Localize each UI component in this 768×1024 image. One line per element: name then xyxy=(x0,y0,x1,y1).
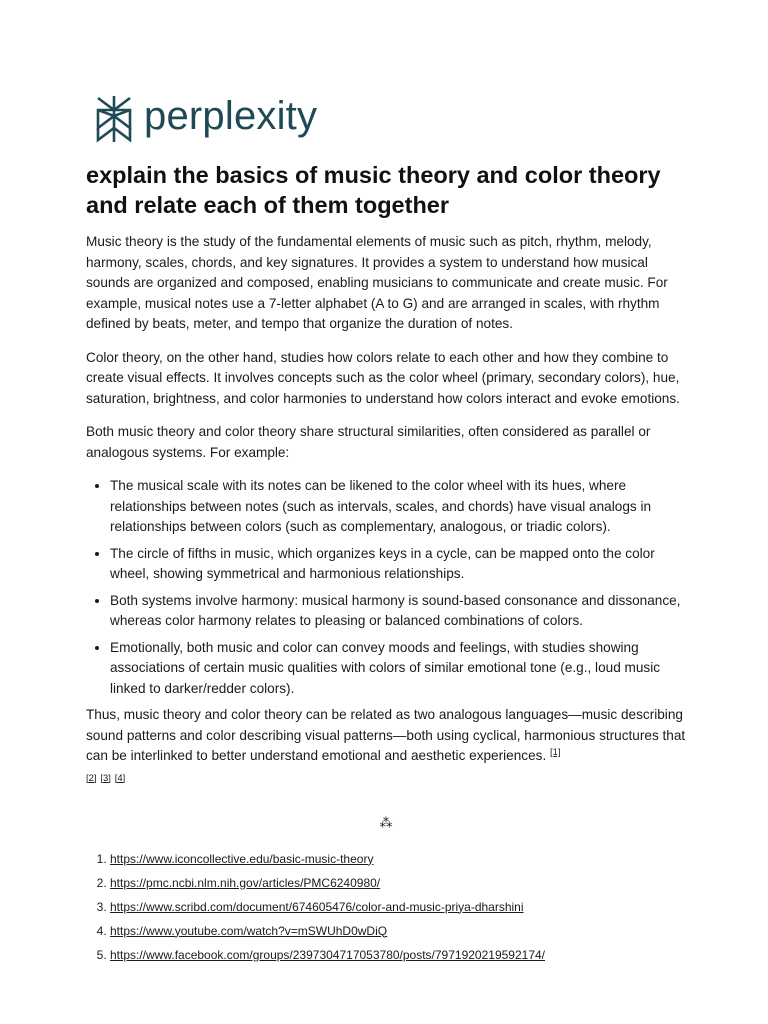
paragraph-comparison-intro: Both music theory and color theory share structural similarities, often considered as parallel or analogous systems. For example: xyxy=(86,424,651,460)
source-link[interactable]: https://www.iconcollective.edu/basic-music-theory xyxy=(110,851,374,866)
citation-link-3[interactable]: [3] xyxy=(100,772,111,784)
list-item: • The musical scale with its notes can be likened to the color wheel with its hues, where relationships between notes (such as intervals, scales, and chords) have visual analogs in relationships between colors (such as complementary, analogous, or triadic colors). xyxy=(110,476,686,538)
brand-logo xyxy=(94,94,317,144)
citation-link-1[interactable]: [1] xyxy=(550,747,561,758)
comparison-list xyxy=(86,476,686,699)
paragraph-conclusion xyxy=(86,705,686,789)
list-item: • Both systems involve harmony: musical harmony is sound-based consonance and dissonance, whereas color harmony relates to pleasing or balanced combinations of colors. xyxy=(110,591,686,632)
paragraph-music-theory: Music theory is the study of the fundamental elements of music such as pitch, rhythm, melody, harmony, scales, chords, and key signatures. It provides a system to understand how musical sounds are organized and composed, enabling musicians to communicate and create music. For example, musical notes use a 7-letter alphabet (A to G) and are arranged in scales, with rhythm defined by beats, meter, and tempo that organize the duration of notes. xyxy=(86,234,668,331)
conclusion-text: Thus, music theory and color theory can be related as two analogous languages—music describing sound patterns and color describing visual patterns—both using cyclical, harmonious structures that can be interlinked to better understand emotional and aesthetic experiences. xyxy=(86,707,686,763)
page-title: explain the basics of music theory and color theory and relate each of them together xyxy=(86,162,661,218)
source-link[interactable]: https://www.youtube.com/watch?v=mSWUhD0wDiQ xyxy=(110,923,388,938)
brand-name: perplexity xyxy=(144,94,318,138)
source-item xyxy=(110,876,686,890)
citation-link-4[interactable]: [4] xyxy=(114,772,126,784)
list-item: • Emotionally, both music and color can convey moods and feelings, with studies showing associations of certain music qualities with colors of similar emotional tone (e.g., loud music linked to darker/redder colors). xyxy=(110,638,686,700)
paragraph-color-theory: Color theory, on the other hand, studies how colors relate to each other and how they combine to create visual effects. It involves concepts such as the color wheel (primary, secondary colors), hue, saturation, brightness, and color harmonies to understand how colors interact and evoke emotions. xyxy=(86,349,680,406)
source-item xyxy=(110,948,686,962)
source-item xyxy=(110,900,686,914)
perplexity-logo-icon xyxy=(94,94,134,144)
answer-body xyxy=(86,232,686,972)
source-link[interactable]: https://www.scribd.com/document/674605476/color-and-music-priya-dharshini xyxy=(110,899,524,914)
sources-list xyxy=(86,852,686,962)
citation-link-2[interactable]: [2] xyxy=(86,772,97,784)
list-item: • The circle of fifths in music, which organizes keys in a cycle, can be mapped onto the color wheel, showing symmetrical and harmonious relationships. xyxy=(110,544,686,585)
section-divider: ⁂ xyxy=(379,815,393,830)
source-link[interactable]: https://pmc.ncbi.nlm.nih.gov/articles/PMC6240980/ xyxy=(110,875,381,890)
source-item xyxy=(110,852,686,866)
source-link[interactable]: https://www.facebook.com/groups/2397304717053780/posts/7971920219592174/ xyxy=(110,947,545,962)
source-item xyxy=(110,924,686,938)
